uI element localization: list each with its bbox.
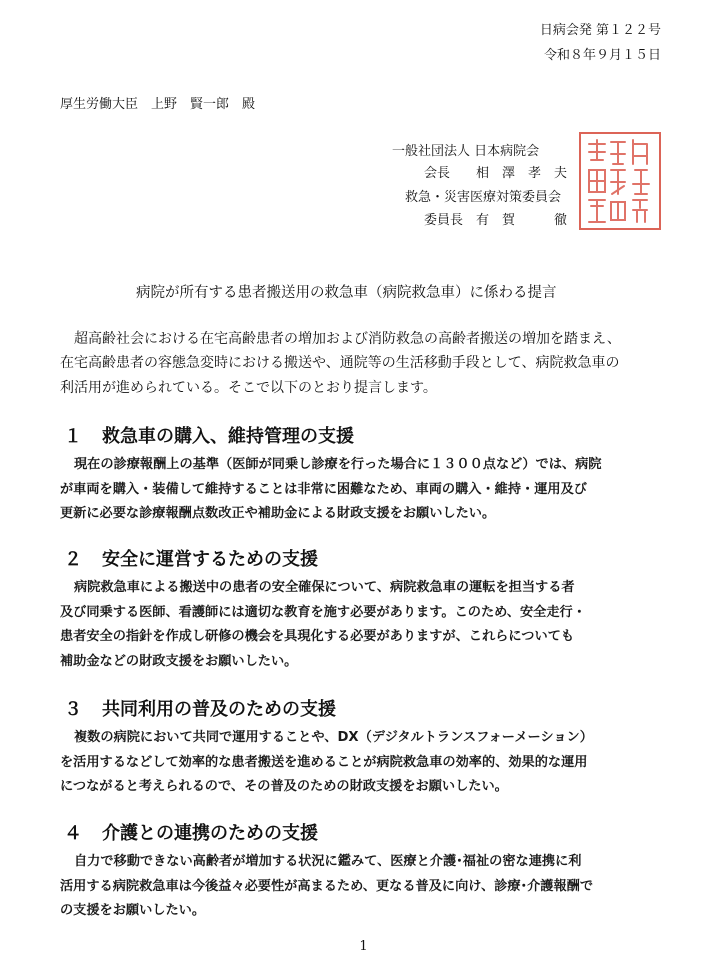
section-heading: [64, 548, 318, 572]
section-body: [60, 726, 676, 800]
document-title: 病院が所有する患者搬送用の救急車（病院救急車）に係わる提言: [136, 285, 557, 301]
intro-line: 超高齢社会における在宅高齢患者の増加および消防救急の高齢者搬送の増加を踏まえ、: [74, 331, 621, 347]
section-body-line: が車両を購入・装備して維持することは非常に困難なため、車両の購入・維持・運用及び: [60, 481, 587, 497]
section-body-line: 現在の診療報酬上の基準（医師が同乗し診療を行った場合に１３００点など）では、病院: [74, 457, 602, 472]
intro-line: 在宅高齢患者の容態急変時における搬送や、通院等の生活移動手段として、病院救急車の: [60, 355, 620, 372]
intro-paragraph: [60, 327, 676, 400]
intro-line: 利活用が進められている。そこで以下のとおり提言します。: [60, 379, 437, 396]
section-body-line: につながると考えられるので、その普及のための財政支援をお願いしたい。: [60, 779, 508, 794]
addressee: 厚生労働大臣 上野 賢一郎 殿: [60, 97, 256, 112]
seal-glyphs-icon: [581, 134, 659, 228]
page-number: 1: [359, 939, 368, 954]
section-number: １: [64, 426, 82, 447]
section-heading: [64, 822, 318, 846]
section-number: ３: [64, 699, 82, 720]
section-body-line: の支援をお願いしたい。: [60, 903, 206, 918]
document-date: 令和８年９月１５日: [543, 48, 661, 63]
section-body: [60, 576, 676, 674]
section-title: 介護との連携のための支援: [102, 823, 318, 844]
section-body: [60, 850, 676, 924]
sender-committee: 救急・災害医療対策委員会: [405, 190, 562, 205]
section-number: ４: [64, 823, 82, 844]
section-body: [60, 453, 676, 527]
sender-committee-chair: 委員長 有 賀 徹: [424, 213, 568, 228]
official-seal: [579, 132, 661, 230]
section-body-line: 補助金などの財政支援をお願いしたい。: [60, 653, 298, 669]
section-body-line: 更新に必要な診療報酬点数改正や補助金による財政支援をお願いしたい。: [60, 506, 496, 521]
section-body-line: 活用する病院救急車は今後益々必要性が高まるため、更なる普及に向け、診療･介護報酬で: [60, 878, 594, 894]
section-body-line: 病院救急車による搬送中の患者の安全確保について、病院救急車の運転を担当する者: [74, 580, 575, 595]
section-body-line: 複数の病院において共同で運用することや、DX（デジタルトランスフォーメーション）: [74, 730, 593, 745]
section-heading: [64, 425, 354, 449]
section-body-line: 患者安全の指針を作成し研修の機会を具現化する必要がありますが、これらについても: [60, 629, 575, 644]
section-title: 安全に運営するための支援: [102, 549, 318, 570]
section-title: 救急車の購入、維持管理の支援: [102, 426, 354, 447]
sender-president: 会長 相 澤 孝 夫: [424, 166, 568, 181]
section-heading: [64, 698, 336, 722]
section-body-line: 自力で移動できない高齢者が増加する状況に鑑みて、医療と介護･福祉の密な連携に利: [74, 854, 582, 869]
sender-organization: 一般社団法人 日本病院会: [392, 144, 540, 159]
section-body-line: 及び同乗する医師、看護師には適切な教育を施す必要があります。このため、安全走行・: [60, 604, 586, 620]
document-number: 日病会発 第１２２号: [539, 23, 661, 38]
section-number: ２: [64, 549, 82, 570]
section-title: 共同利用の普及のための支援: [102, 699, 336, 720]
section-body-line: を活用するなどして効率的な患者搬送を進めることが病院救急車の効率的、効果的な運用: [60, 754, 588, 770]
